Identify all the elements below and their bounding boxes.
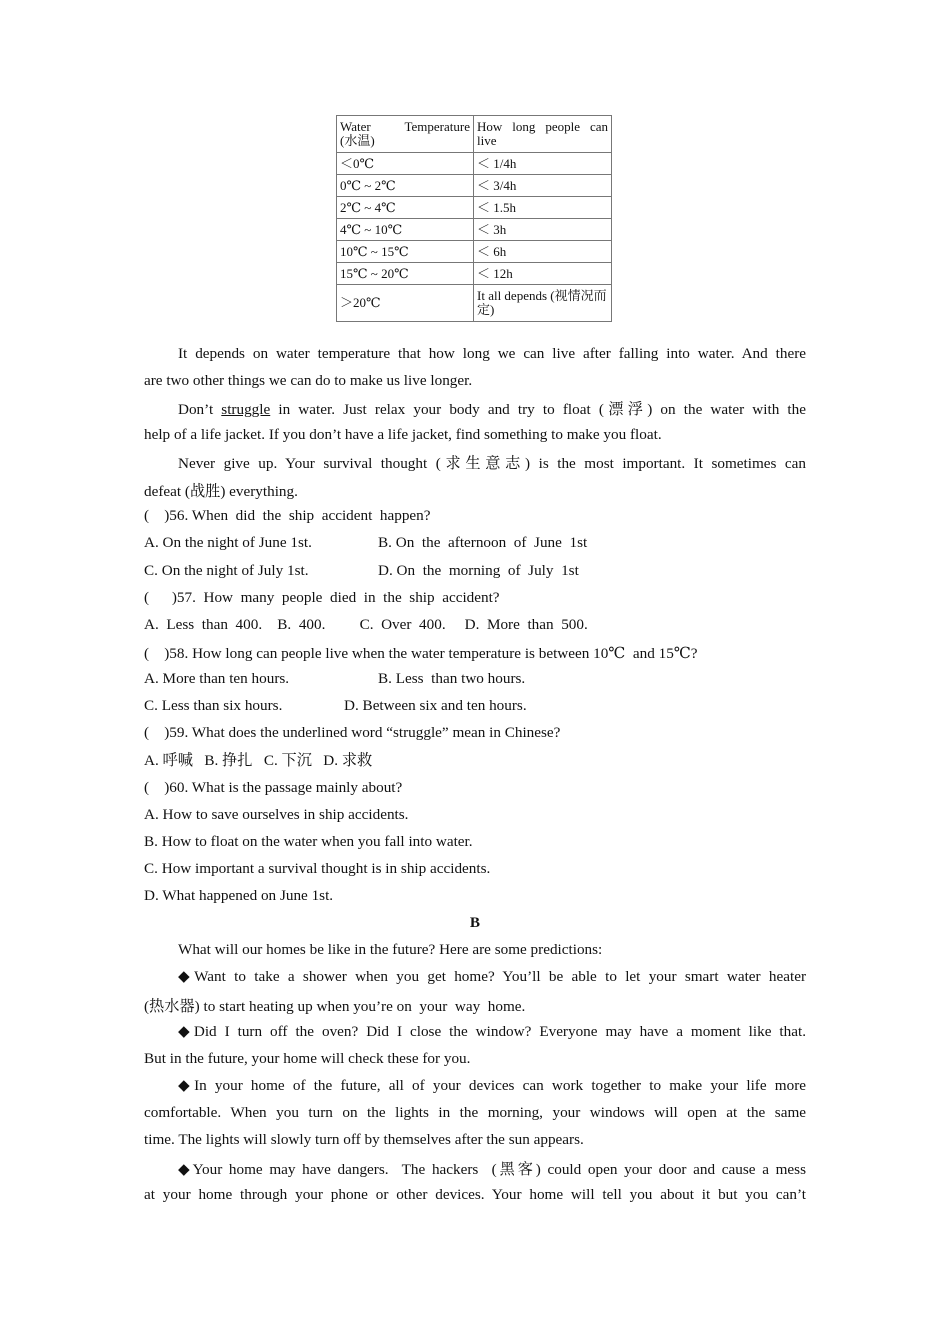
prediction-1-line2: (热水器) to start heating up when you’re on your way home. [144,998,526,1015]
prediction-1-line1: ◆Want to take a shower when you get home? You’ll be able to let your smart water heater [178,968,806,985]
q60-option-c: C. How important a survival thought is in ship accidents. [144,860,491,877]
header-chinese: (水温) [340,133,375,148]
table-cell-temp: ＞20℃ [337,285,474,322]
section-b-intro: What will our homes be like in the future? Here are some predictions: [178,941,603,958]
prediction-2-line1: ◆Did I turn off the oven? Did I close the window? Everyone may have a moment like that. [178,1023,806,1040]
prediction-2-line2: But in the future, your home will check these for you. [144,1050,471,1067]
table-cell-time: ＜ 1/4h [474,153,612,175]
text-run: in water. Just relax your body and try to float (漂浮) on the water with the [270,401,806,418]
q59-options: A. 呼喊 B. 挣扎 C. 下沉 D. 求救 [144,752,373,769]
passage-a-p1-line1: It depends on water temperature that how long we can live after falling into water. And there [178,345,806,362]
table-cell-temp: 2℃ ~ 4℃ [337,197,474,219]
table-cell-temp: 0℃ ~ 2℃ [337,175,474,197]
question-56: ( )56. When did the ship accident happen? [144,507,431,524]
section-b-heading: B [469,914,481,931]
prediction-4-line2: at your home through your phone or other devices. Your home will tell you about it but you can’t [144,1186,806,1203]
prediction-3-line3: time. The lights will slowly turn off by themselves after the sun appears. [144,1131,584,1148]
q56-option-a: A. On the night of June 1st. [144,534,312,551]
q58-option-d: D. Between six and ten hours. [344,697,527,714]
prediction-4-line1: ◆Your home may have dangers. The hackers (黑客) could open your door and cause a mess [178,1161,806,1178]
table-row [337,197,612,219]
header-temperature: Temperature [404,119,470,134]
prediction-3-line1: ◆In your home of the future, all of your devices can work together to make your life more [178,1077,806,1094]
table-cell-temp: 10℃ ~ 15℃ [337,241,474,263]
q58-option-a: A. More than ten hours. [144,670,290,687]
q60-option-b: B. How to float on the water when you fall into water. [144,833,473,850]
table-cell-time: ＜ 3/4h [474,175,612,197]
table-cell-time: ＜ 1.5h [474,197,612,219]
passage-a-p2-line1 [178,400,806,420]
water-temperature-table [336,115,612,322]
question-59: ( )59. What does the underlined word “struggle” mean in Chinese? [144,724,561,741]
q57-options: A. Less than 400. B. 400. C. Over 400. D. More than 500. [144,616,588,633]
table-row [337,153,612,175]
table-cell-time: ＜ 6h [474,241,612,263]
table-header-temperature [337,116,474,153]
q58-option-c: C. Less than six hours. [144,697,283,714]
table-row [337,175,612,197]
table-row [337,285,612,322]
table-cell-time: ＜ 3h [474,219,612,241]
table-row [337,241,612,263]
table-cell-time: ＜ 12h [474,263,612,285]
table-header-time: How long people can live [474,116,612,153]
question-60: ( )60. What is the passage mainly about? [144,779,403,796]
q60-option-a: A. How to save ourselves in ship accidents. [144,806,409,823]
q58-option-b: B. Less than two hours. [378,670,526,687]
underlined-word-struggle: struggle [221,401,271,418]
table-cell-temp: 15℃ ~ 20℃ [337,263,474,285]
table-row [337,263,612,285]
passage-a-p2-line2: help of a life jacket. If you don’t have a life jacket, find something to make you float. [144,426,662,443]
prediction-3-line2: comfortable. When you turn on the lights in the morning, your windows will open at the same [144,1104,806,1121]
text-run: Don’t [178,401,222,418]
passage-a-p3-line1: Never give up. Your survival thought (求生意志) is the most important. It sometimes can [178,455,806,472]
table-row [337,219,612,241]
q56-option-c: C. On the night of July 1st. [144,562,309,579]
passage-a-p3-line2: defeat (战胜) everything. [144,483,298,500]
header-water: Water [340,119,371,134]
passage-a-p1-line2: are two other things we can do to make us live longer. [144,372,473,389]
table-cell-time: It all depends (视情况而定) [474,285,612,322]
table-header-row [337,116,612,153]
question-57: ( )57. How many people died in the ship accident? [144,589,500,606]
q56-option-b: B. On the afternoon of June 1st [378,534,588,551]
q60-option-d: D. What happened on June 1st. [144,887,334,904]
q56-option-d: D. On the morning of July 1st [378,562,579,579]
table-cell-temp: ＜0℃ [337,153,474,175]
question-58: ( )58. How long can people live when the water temperature is between 10℃ and 15℃? [144,645,698,662]
table-cell-temp: 4℃ ~ 10℃ [337,219,474,241]
